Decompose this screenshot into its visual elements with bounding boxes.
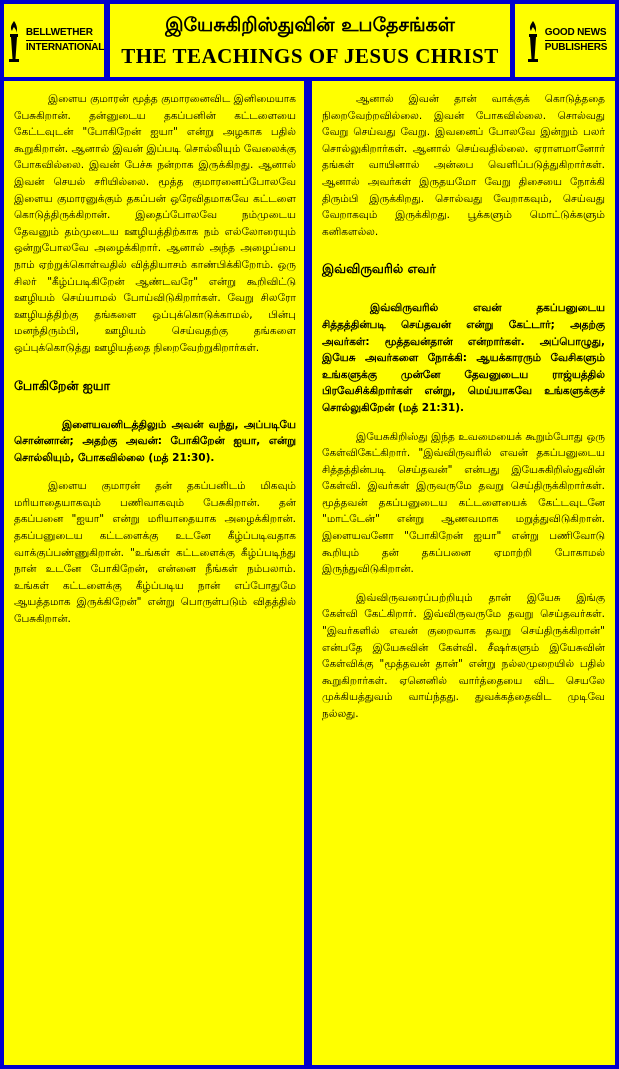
torch-icon <box>523 19 543 63</box>
right-paragraph-1: ஆனால் இவன் தான் வாக்குக் கொடுத்ததை நிறைவேற்றவில்லை. இவன் போகவில்லை. சொல்வது வேறு செய்வது வேறு. இவனைப் போலவே இன்றும் பலர் சொல்லுகிறார்கள். ஆனால் செய்வதில்லை. ஏராளமானோர் தங்கள் வாயினால் அன்பை வெளிப்படுத்துகிறார்கள். ஆனால் அவர்கள் இருதயமோ வேறு திசையை நோக்கி திரும்பி இருக்கிறது. சொல்வது வேறாகவும், செய்வது வேறாகவும் இருக்கிறது. பூக்களும் மொட்டுக்களும் கனிகளல்ல. <box>322 93 605 238</box>
right-scripture-quote: இவ்விருவரில் எவன் தகப்பனுடைய சித்தத்தின்படி செய்தவன் என்று கேட்டார்; அதற்கு அவர்கள்: மூத்தவன்தான் என்றார்கள். அப்பொழுது, இயேசு அவர்களை நோக்கி: ஆயக்காரரும் வேசிகளும் உங்களுக்கு முன்னே தேவனுடைய ராஜ்யத்தில் பிரவேசிக்கிறார்கள் என்று, மெய்யாகவே உங்களுக்குச் சொல்லுகிறேன் (மத் 21:31). <box>322 302 605 414</box>
right-column <box>312 81 615 1065</box>
right-section-heading: இவ்விருவரில் எவர் <box>322 261 436 277</box>
logo-left-line1: BELLWETHER <box>26 26 93 41</box>
right-paragraph-3: இவ்விருவரைப்பற்றியும் தான் இயேசு இங்கு கேள்வி கேட்கிறார். இவ்விருவருமே தவறு செய்தவர்கள். "இவர்களில் எவன் குறைவாக தவறு செய்திருக்கிறான்" என்பதே இயேசுவின் கேள்வி. சீஷர்களும் இயேசுவின் கேள்விக்கு "மூத்தவன் தான்" என்று நல்லமுறையில் பதில் கூறுகிறார்கள். ஏனெனில் வார்த்தையை விட செயலே முக்கியத்துவம் வாய்ந்தது. துவக்கத்தைவிட முடிவே நல்லது. <box>322 591 605 720</box>
title-box <box>110 4 510 77</box>
page-title-tamil: இயேசுகிறிஸ்துவின் உபதேசங்கள் <box>165 14 455 36</box>
logo-right-line2: PUBLISHERS <box>544 42 608 53</box>
left-column <box>4 81 304 1065</box>
left-section-heading: போகிறேன் ஐயா <box>14 377 111 393</box>
logo-right-line1: GOOD NEWS <box>545 26 607 41</box>
right-paragraph-2: இயேசுகிறிஸ்து இந்த உவமையைக் கூறும்போது ஒரு கேள்விகேட்கிறார். "இவ்விருவரில் எவன் தகப்பனுடைய சித்தத்தின்படி செய்தவன்" என்பது இயேசுகிறிஸ்துவின் கேள்வி. இவர்கள் இருவருமே தவறு செய்திருக்கிறார்கள். மூத்தவன் தகப்பனுடைய கட்டளையைக் கேட்டவுடனே "மாட்டேன்" என்று ஆணவமாக மறுத்துவிடுகிறான். இளையவனோ "போகிறேன் ஐயா" என்று பணிவோடு கூறியும் தன் தகப்பனை ஏமாற்றி போகாமல் இருந்துவிடுகிறான். <box>322 430 605 576</box>
logo-left-line2: INTERNATIONAL <box>25 42 104 53</box>
torch-icon <box>4 19 24 63</box>
left-scripture-quote: இளையவனிடத்திலும் அவன் வந்து, அப்படியே சொன்னான்; அதற்கு அவன்: போகிறேன் ஐயா, என்று சொல்லியும், போகவில்லை (மத் 21:30). <box>14 418 296 464</box>
left-paragraph-1: இளைய குமாரன் மூத்த குமாரனைவிட இனிமையாக பேசுகிறான். தன்னுடைய தகப்பனின் கட்டளையை கேட்டவுடன் "போகிறேன் ஐயா" என்று அழகாக பதில் கூறுகிறான். ஆனால் இவன் இப்படி சொல்லியும் வேலைக்கு போகவில்லை. இவன் பேச்சு நன்றாக இருக்கிறது. ஆனால் இவன் செயல் சரியில்லை. மூத்த குமாரனைப்போலவே இளைய குமாரனுக்கும் தகப்பன் ஒரேவிதமாகவே கட்டளை கொடுத்திருக்கிறான். இதைப்போலவே நம்முடைய தேவனும் தம்முடைய ஊழியத்திற்காக நம் எல்லோரையும் ஒன்றுபோலவே அழைக்கிறார். ஆனால் அந்த அழைப்பை நாம் ஏற்றுக்கொள்வதில் வித்தியாசம் காண்பிக்கிறோம். ஒரு சிலர் "கீழ்ப்படிகிறேன் ஆண்டவரே" என்று கூறிவிட்டு ஊழியம் செய்யாமல் போய்விடுகிறார்கள். வேறு சிலரோ ஊழியத்திற்கு தங்களை ஒப்புக்கொடுக்காமல், பின்பு மனந்திரும்பி, ஊழியம் செய்வதற்கு தங்களை ஒப்புக்கொடுத்து ஊழியத்தை நிறைவேற்றுகிறார்கள். <box>14 93 296 354</box>
left-paragraph-2: இளைய குமாரன் தன் தகப்பனிடம் மிகவும் மரியாதையாகவும் பணிவாகவும் பேசுகிறான். தன் தகப்பனை "ஐயா" என்று மரியாதையாக அழைக்கிறான். தகப்பனுடைய கட்டளைக்கு உடனே கீழ்ப்படிவதாக வாக்குப்பண்ணுகிறான். "உங்கள் கட்டளைக்கு கீழ்ப்படிந்து நான் உடனே போகிறேன், என்னை நீங்கள் நம்பலாம். உங்கள் கட்டளைக்கு கீழ்ப்படிய நான் எப்போதுமே ஆயத்தமாக இருக்கிறேன்" என்று பொருள்படும் விதத்தில் பேசுகிறான். <box>14 480 296 626</box>
good-news-logo <box>515 4 615 77</box>
page-title-english: THE TEACHINGS OF JESUS CHRIST <box>121 44 499 68</box>
bellwether-logo <box>4 4 104 77</box>
